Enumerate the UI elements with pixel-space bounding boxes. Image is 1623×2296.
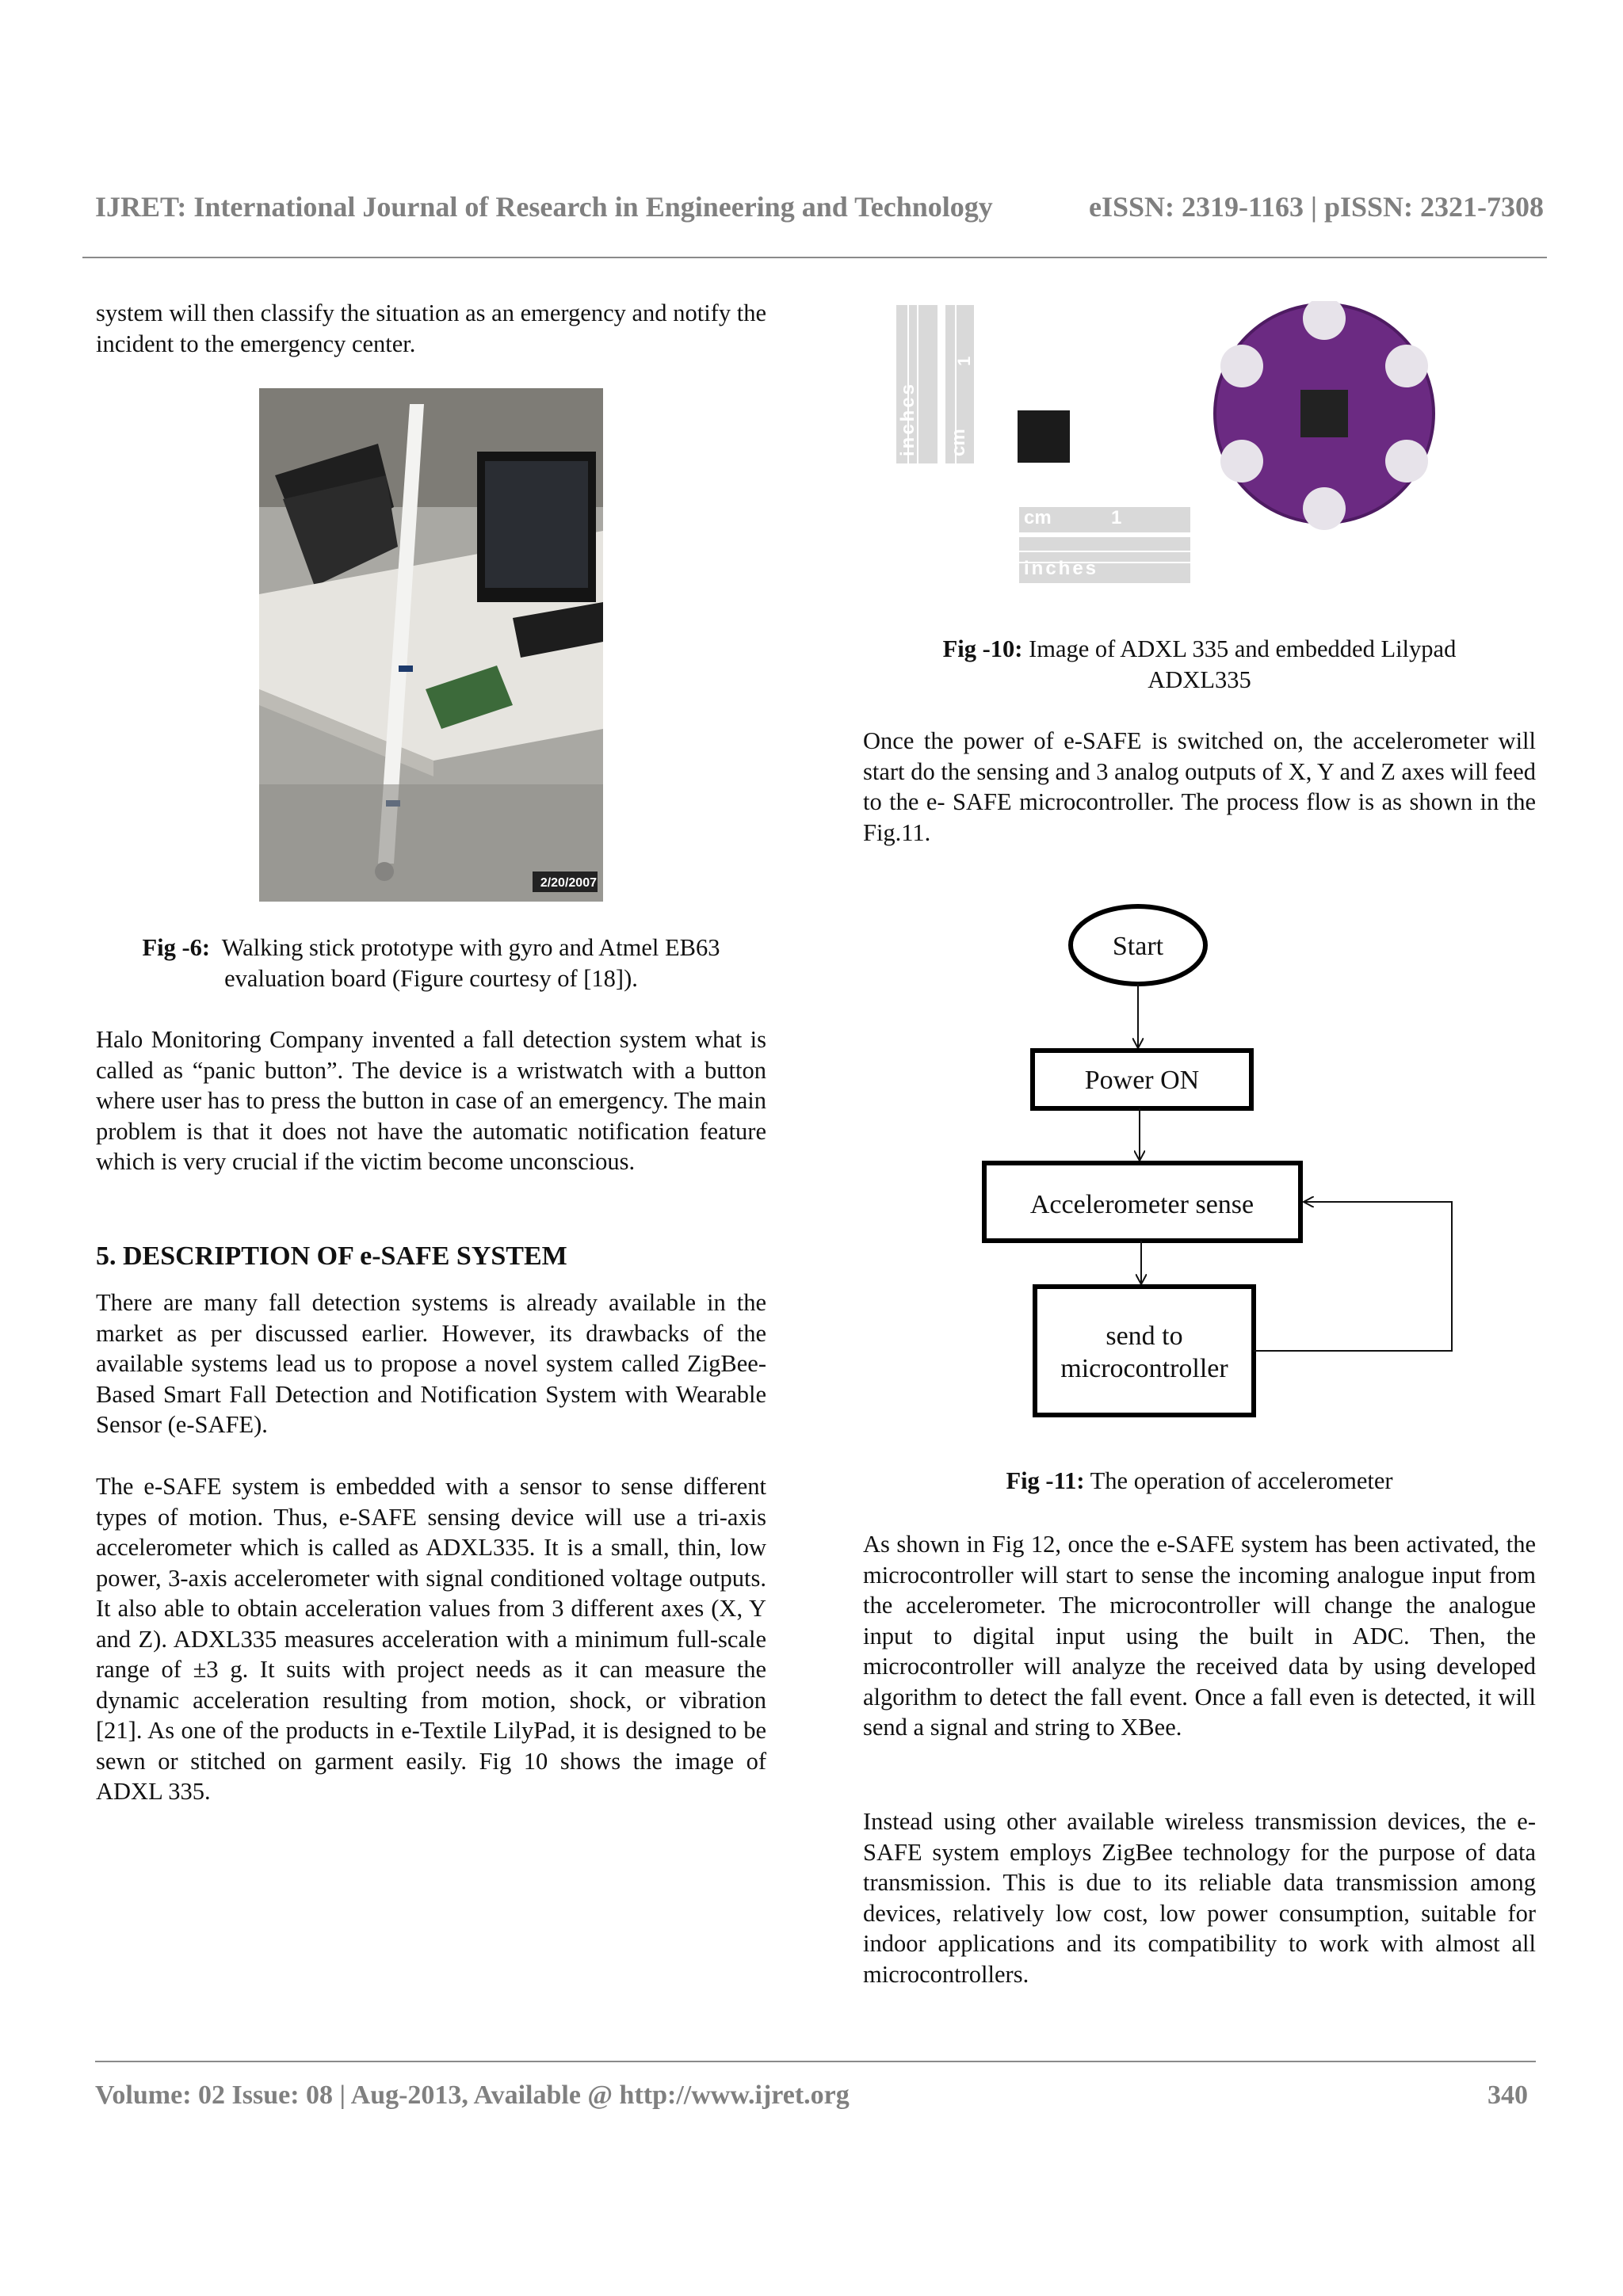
adxl335-photo: [892, 301, 1552, 612]
ruler-label-cm-vertical: cm: [948, 429, 969, 456]
paragraph-power-on: Once the power of e-SAFE is switched on, the accelerometer will start do the sensing and 3 analog outputs of X, Y and Z axes will feed to the e- SAFE microcontroller. The process flow is as shown in the Fig.11.: [863, 727, 1536, 846]
ruler-label-cm-horizontal: cm: [1024, 507, 1052, 528]
paragraph-intro: system will then classify the situation as an emergency and notify the incident to the emergency center.: [96, 299, 766, 357]
flow-send-label-2: microcontroller: [1060, 1354, 1228, 1383]
section-heading: 5. DESCRIPTION OF e-SAFE SYSTEM: [96, 1241, 567, 1271]
header-divider: [82, 257, 1547, 258]
flow-sense-label: Accelerometer sense: [1029, 1190, 1254, 1219]
ruler-label-one-vertical: 1: [954, 356, 974, 366]
left-halo: [96, 1024, 766, 1177]
figure-11-caption: [863, 1466, 1536, 1497]
journal-title: IJRET: International Journal of Research in Engineering and Technology: [95, 191, 993, 223]
walking-stick-illustration: [259, 388, 603, 902]
right-zigbee: [863, 1806, 1536, 1989]
flow-send-node: [1035, 1287, 1254, 1415]
figure-6-caption: [96, 933, 766, 994]
left-intro: [96, 298, 766, 359]
figure-6-label: Fig -6:: [142, 934, 211, 961]
figure-10-text-line-2: ADXL335: [1148, 666, 1251, 693]
paragraph-esafe-sensor: The e-SAFE system is embedded with a sensor to sense different types of motion. Thus, e-SAFE sensing device will use a tri-axis accelerometer which is called as ADXL335. It is a small, thin, low power, 3-axis accelerometer with signal conditioned voltage outputs. It also able to obtain acceleration values from 3 different axes (X, Y and Z). ADXL335 measures acceleration with a minimum full-scale range of ±3 g. It suits with project needs as it can measure the dynamic acceleration resulting from motion, shock, or vibration [21]. As one of the products in e-Textile LilyPad, it is designed to be sewn or stitched on garment easily. Fig 10 shows the image of ADXL 335.: [96, 1473, 766, 1805]
footer-divider: [95, 2061, 1536, 2062]
left-esafe: [96, 1471, 766, 1807]
figure-10-text-line-1: Image of ADXL 335 and embedded Lilypad: [1029, 635, 1457, 662]
flow-start-label: Start: [1112, 932, 1164, 961]
flowchart-svg: [975, 903, 1490, 1426]
ruler-label-one-horizontal: 1: [1111, 507, 1122, 528]
running-header: [95, 190, 1544, 223]
adxl335-illustration: [892, 301, 1552, 612]
ruler-label-inches-vertical: inches: [897, 381, 918, 456]
footer-volume: Volume: 02 Issue: 08 | Aug-2013, Available @ http://www.ijret.org: [95, 2081, 850, 2110]
figure-6-text-line-2: evaluation board (Figure courtesy of [18]).: [224, 964, 638, 992]
walking-stick-photo: [259, 388, 603, 902]
paragraph-halo: Halo Monitoring Company invented a fall detection system what is called as “panic button”. The device is a wristwatch with a button where user has to press the button in case of an emergency. The main problem is that it does not have the automatic notification feature which is very crucial if the victim become unconscious.: [96, 1026, 766, 1175]
running-footer: [95, 2081, 1528, 2111]
section-heading-wrap: [96, 1241, 766, 1272]
figure-10-label: Fig -10:: [942, 635, 1023, 662]
paragraph-fig12: As shown in Fig 12, once the e-SAFE system has been activated, the microcontroller will start to sense the incoming analogue input from the accelerometer. The microcontroller will change the analogue input to digital input using the built in ADC. Then, the microcontroller will analyze the received data by using developed algorithm to detect the fall event. Once a fall even is detected, it will send a signal and string to XBee.: [863, 1531, 1536, 1741]
issn-info: eISSN: 2319-1163 | pISSN: 2321-7308: [1089, 191, 1544, 223]
paragraph-zigbee: Instead using other available wireless transmission devices, the e-SAFE system employs ZigBee technology for the purpose of data transmission. This is due to its reliable data transmission among devices, relatively low cost, low power consumption, suitable for indoor applications and its compatibility to work with almost all microcontrollers.: [863, 1808, 1536, 1988]
figure-11-text: The operation of accelerometer: [1090, 1467, 1393, 1494]
photo-date-stamp: 2/20/2007: [540, 876, 597, 890]
flowchart: [975, 903, 1490, 1426]
figure-6-text-line-1: Walking stick prototype with gyro and Atmel EB63: [221, 934, 720, 961]
right-fig12: [863, 1529, 1536, 1743]
ruler-label-inches-horizontal: inches: [1024, 558, 1099, 579]
left-many: [96, 1287, 766, 1440]
flow-power-label: Power ON: [1084, 1066, 1200, 1095]
page-number: 340: [1487, 2081, 1528, 2110]
paragraph-many-systems: There are many fall detection systems is already available in the market as per discussed earlier. However, its drawbacks of the available systems lead us to propose a novel system called ZigBee-Based Smart Fall Detection and Notification System with Wearable Sensor (e-SAFE).: [96, 1289, 766, 1438]
flow-send-label-1: send to: [1106, 1322, 1183, 1351]
right-power: [863, 726, 1536, 848]
figure-11-label: Fig -11:: [1006, 1467, 1085, 1494]
figure-10-caption: [863, 634, 1536, 695]
